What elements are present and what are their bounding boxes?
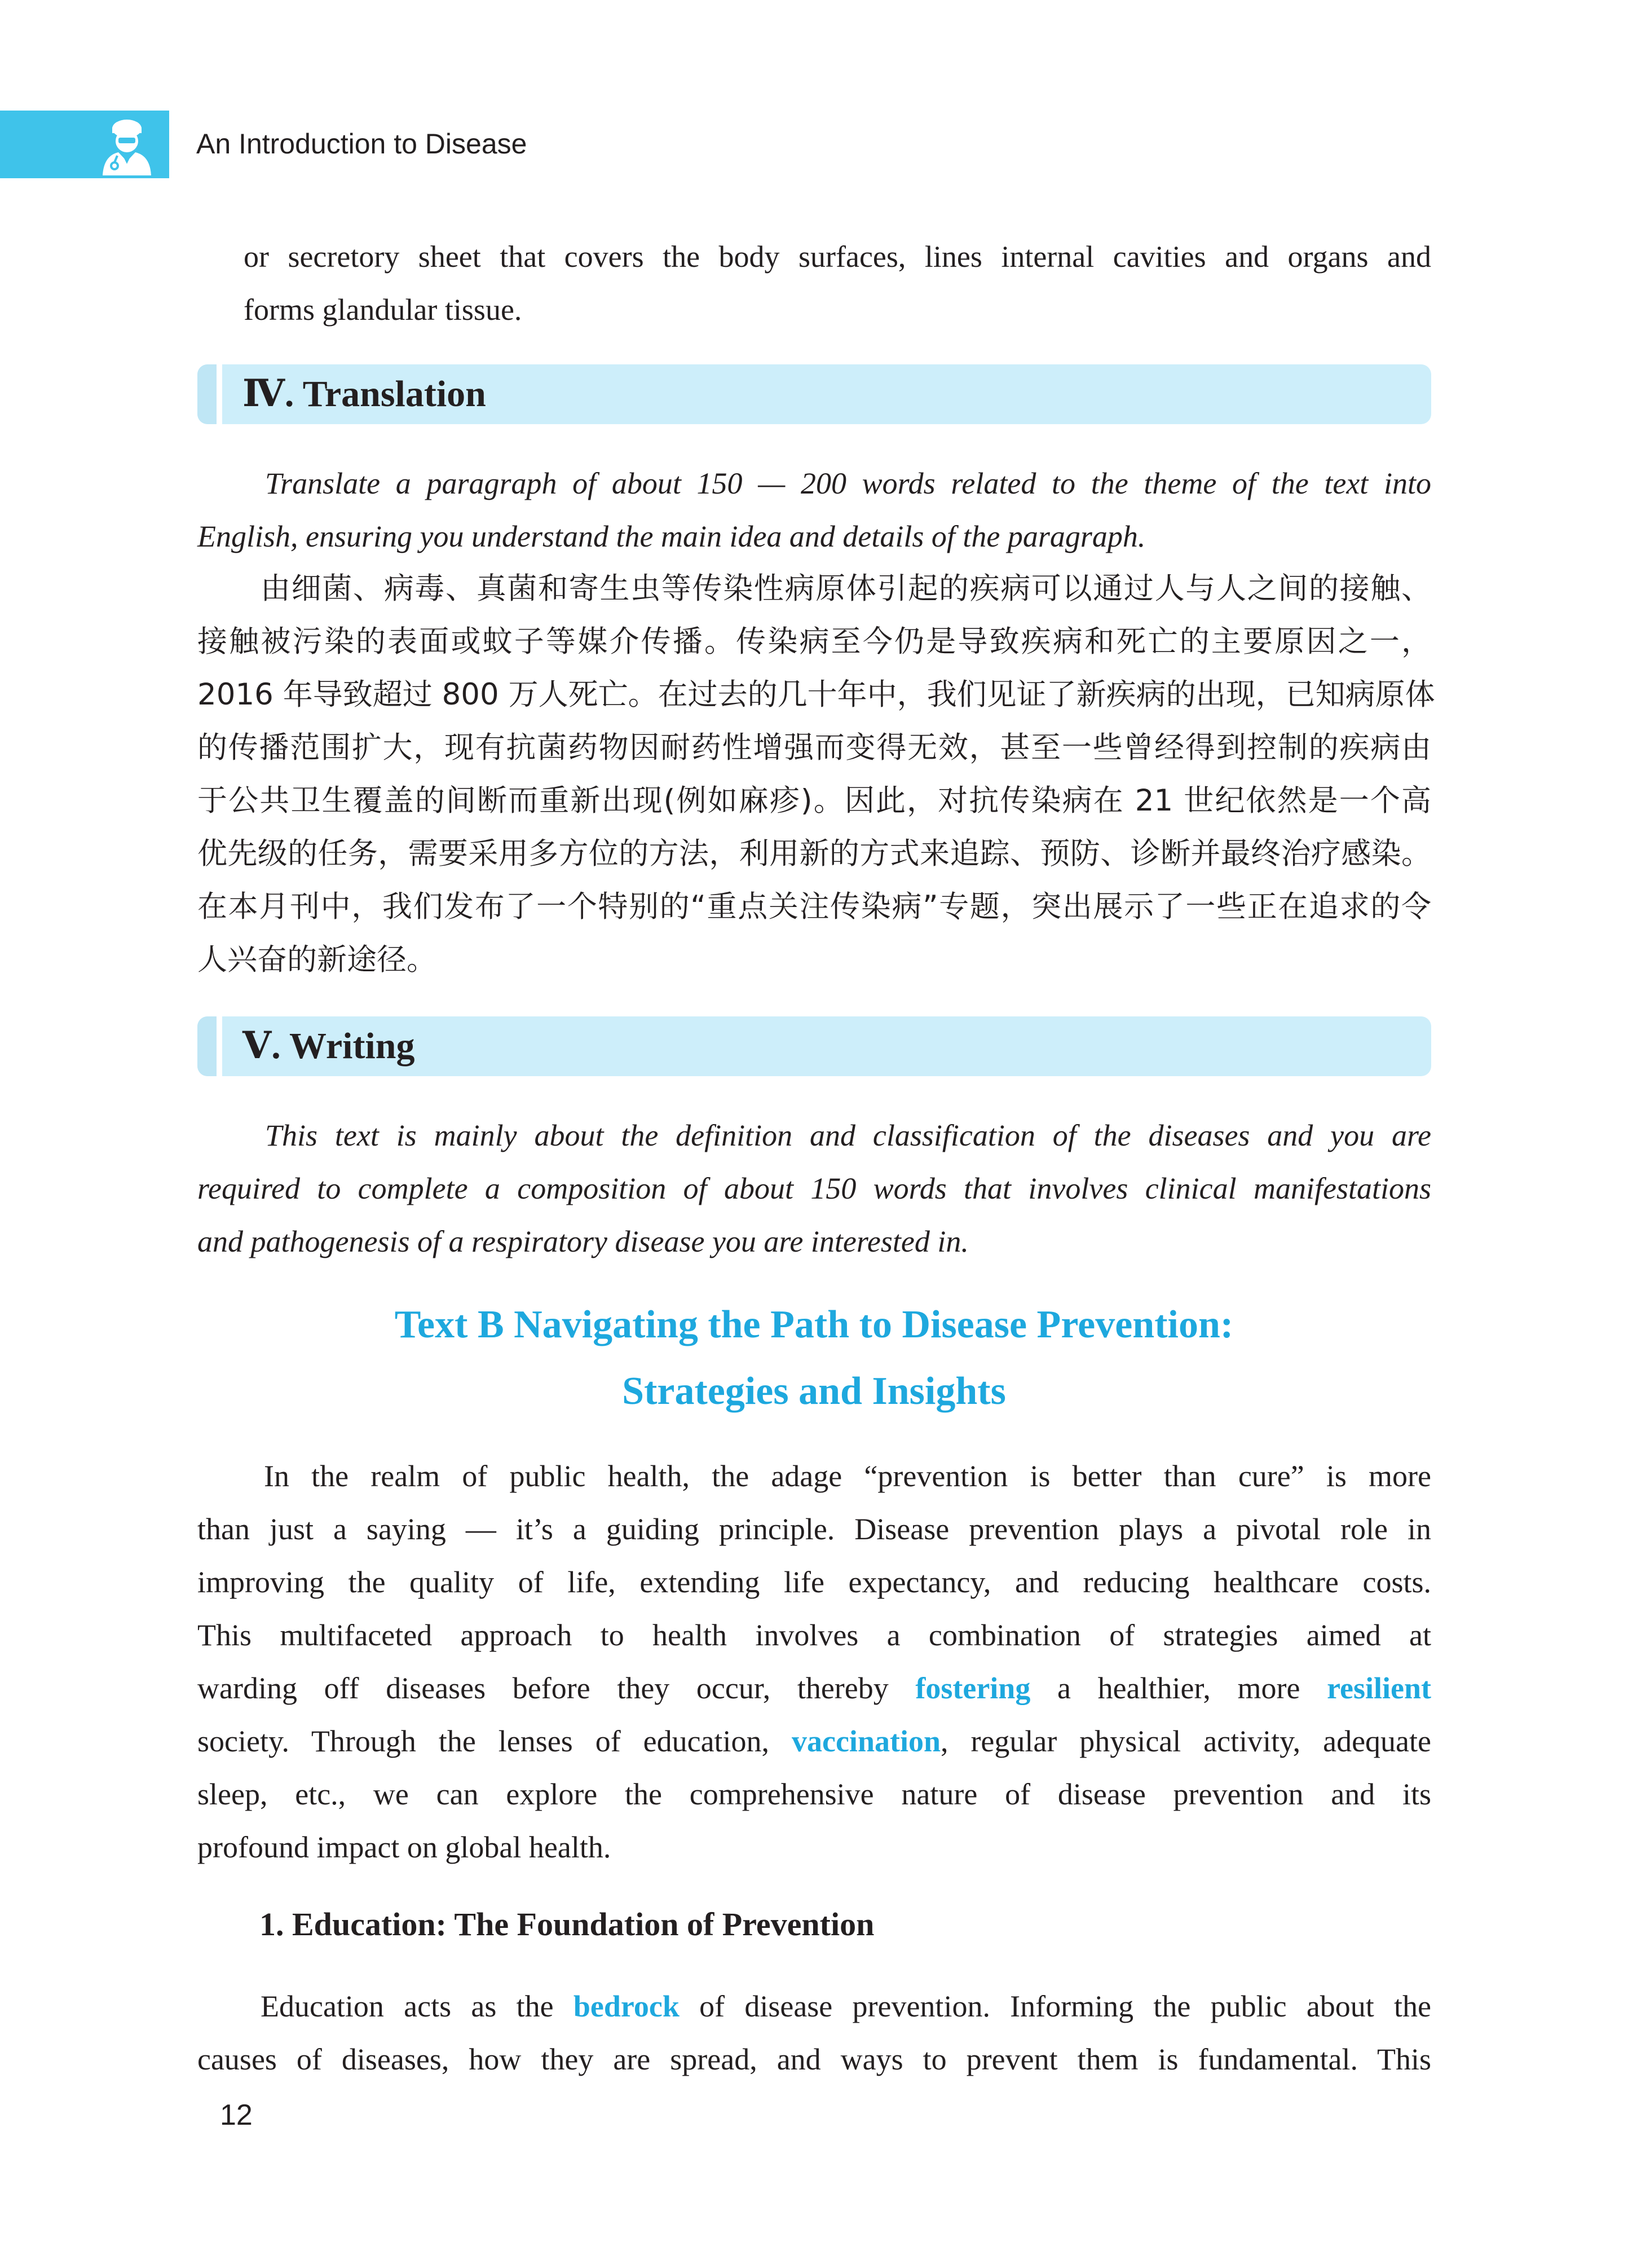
- text-line: This text is mainly about the definition and classification of the diseases and you are: [265, 1118, 1431, 1152]
- text-b-paragraph-1: [197, 1450, 1431, 1874]
- chinese-line: 在本月刊中，我们发布了一个特别的“重点关注传染病”专题，突出展示了一些正在追求的令: [197, 889, 1431, 924]
- vocab-highlight-bedrock: bedrock: [573, 1989, 680, 2023]
- text-b-paragraph-2: [197, 1980, 1431, 2086]
- running-header-title: An Introduction to Disease: [196, 128, 527, 160]
- section-bar-gap: [217, 364, 222, 424]
- text-line: profound impact on global health.: [197, 1830, 611, 1864]
- section-title-translation: Ⅳ. Translation: [242, 373, 486, 415]
- text-line: [197, 1980, 1431, 2033]
- text-line: This multifaceted approach to health involves a combination of strategies aimed at: [197, 1618, 1431, 1652]
- section-bar-gap: [217, 1016, 222, 1076]
- text-segment: warding off diseases before they occur, thereby: [197, 1671, 889, 1705]
- text-segment: , regular physical activity, adequate: [941, 1724, 1431, 1758]
- text-line: causes of diseases, how they are spread, and ways to prevent them is fundamental. This: [197, 2042, 1431, 2076]
- vocab-highlight-vaccination: vaccination: [792, 1724, 941, 1758]
- doctor-icon: [96, 116, 158, 175]
- chinese-line: 于公共卫生覆盖的间断而重新出现(例如麻疹)。因此，对抗传染病在 21 世纪依然是一个高: [197, 783, 1431, 818]
- text-line: or secretory sheet that covers the body surfaces, lines internal cavities and organs and: [244, 240, 1431, 274]
- chinese-line: 的传播范围扩大，现有抗菌药物因耐药性增强而变得无效，甚至一些曾经得到控制的疾病由: [197, 730, 1431, 765]
- text-line: Translate a paragraph of about 150 — 200 words related to the theme of the text into: [265, 466, 1431, 500]
- text-line: English, ensuring you understand the main idea and details of the paragraph.: [197, 519, 1146, 553]
- header-tab: [0, 111, 169, 178]
- vocab-highlight-fostering: fostering: [915, 1671, 1031, 1705]
- writing-instruction: [197, 1109, 1431, 1268]
- text-line: sleep, etc., we can explore the comprehensive nature of disease prevention and its: [197, 1777, 1431, 1811]
- page-number: 12: [220, 2099, 253, 2132]
- text-b-title-line1: Text B Navigating the Path to Disease Prevention:: [394, 1303, 1234, 1346]
- chinese-line: 2016 年导致超过 800 万人死亡。在过去的几十年中，我们见证了新疾病的出现，已知病原体: [197, 677, 1435, 712]
- text-line: and pathogenesis of a respiratory disease you are interested in.: [197, 1225, 969, 1258]
- chinese-line: 由细菌、病毒、真菌和寄生虫等传染性病原体引起的疾病可以通过人与人之间的接触、: [261, 571, 1431, 606]
- vocab-highlight-resilient: resilient: [1327, 1671, 1432, 1705]
- text-line: [197, 1662, 1431, 1715]
- text-segment: society. Through the lenses of education,: [197, 1724, 770, 1758]
- text-segment: a healthier, more: [1057, 1671, 1300, 1705]
- text-segment: of disease prevention. Informing the public about the: [699, 1989, 1432, 2023]
- chinese-passage: [197, 562, 1435, 987]
- text-line: than just a saying — it’s a guiding principle. Disease prevention plays a pivotal role in: [197, 1512, 1431, 1546]
- text-line: required to complete a composition of about 150 words that involves clinical manifestations: [197, 1172, 1431, 1205]
- subsection-title-education: 1. Education: The Foundation of Prevention: [259, 1906, 875, 1943]
- chinese-line: 优先级的任务，需要采用多方位的方法，利用新的方式来追踪、预防、诊断并最终治疗感染。: [197, 836, 1431, 871]
- text-b-title-line2: Strategies and Insights: [622, 1369, 1006, 1413]
- section-title-writing: Ⅴ. Writing: [242, 1025, 415, 1067]
- text-line: In the realm of public health, the adage “prevention is better than cure” is more: [264, 1459, 1431, 1493]
- text-line: forms glandular tissue.: [244, 293, 522, 327]
- text-line: improving the quality of life, extending life expectancy, and reducing healthcare costs.: [197, 1565, 1431, 1599]
- translation-instruction: [197, 457, 1431, 563]
- text-segment: Education acts as the: [261, 1989, 554, 2023]
- continuation-paragraph: [244, 230, 1431, 336]
- text-line: [197, 1715, 1431, 1768]
- chinese-line: 人兴奋的新途径。: [197, 943, 436, 977]
- chinese-line: 接触被污染的表面或蚊子等媒介传播。传染病至今仍是导致疾病和死亡的主要原因之一，: [197, 624, 1431, 659]
